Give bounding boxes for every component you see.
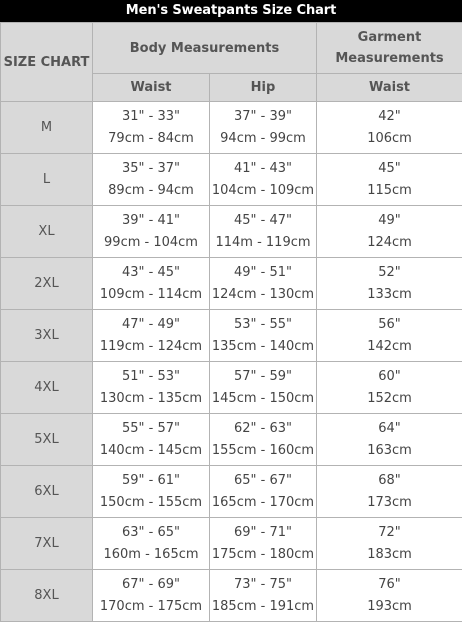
hip-cell-cm: 165cm - 170cm	[211, 494, 315, 510]
garment-waist-cell-inches: 45"	[378, 160, 401, 176]
table-row	[1, 414, 462, 466]
waist-cell	[93, 206, 210, 258]
hip-cell-inches: 69" - 71"	[234, 524, 292, 540]
waist-cell	[93, 258, 210, 310]
waist-cell	[93, 310, 210, 362]
size-label: L	[1, 154, 93, 206]
hip-cell-cm: 94cm - 99cm	[220, 130, 306, 146]
table-row	[1, 466, 462, 518]
table-row	[1, 102, 462, 154]
garment-waist-cell-cm: 183cm	[367, 546, 412, 562]
garment-waist-cell-inches: 68"	[378, 472, 401, 488]
garment-waist-cell-inches: 64"	[378, 420, 401, 436]
garment-waist-cell-cm: 193cm	[367, 598, 412, 614]
waist-cell	[93, 570, 210, 622]
waist-cell	[93, 102, 210, 154]
garment-waist-cell-inches: 42"	[378, 108, 401, 124]
hip-cell-inches: 37" - 39"	[234, 108, 292, 124]
hip-cell-cm: 114m - 119cm	[215, 234, 311, 250]
garment-waist-cell	[317, 206, 462, 258]
waist-cell-inches: 59" - 61"	[122, 472, 180, 488]
hip-cell-inches: 62" - 63"	[234, 420, 292, 436]
waist-cell-inches: 35" - 37"	[122, 160, 180, 176]
waist-cell-inches: 31" - 33"	[122, 108, 180, 124]
hip-cell	[210, 414, 317, 466]
table-row	[1, 362, 462, 414]
size-label: 8XL	[1, 570, 93, 622]
garment-waist-cell	[317, 570, 462, 622]
chart-title: Men's Sweatpants Size Chart	[0, 0, 462, 22]
table-row	[1, 206, 462, 258]
garment-waist-cell-cm: 115cm	[367, 182, 412, 198]
garment-waist-cell-cm: 106cm	[367, 130, 412, 146]
garment-header-line1: Garment	[357, 30, 422, 45]
waist-cell	[93, 466, 210, 518]
hip-cell-inches: 57" - 59"	[234, 368, 292, 384]
hip-cell-inches: 53" - 55"	[234, 316, 292, 332]
table-row	[1, 258, 462, 310]
size-label: 5XL	[1, 414, 93, 466]
hip-cell-inches: 45" - 47"	[234, 212, 292, 228]
size-label: 2XL	[1, 258, 93, 310]
garment-waist-cell-cm: 163cm	[367, 442, 412, 458]
garment-waist-cell-inches: 56"	[378, 316, 401, 332]
waist-header: Waist	[93, 74, 210, 102]
waist-cell-cm: 119cm - 124cm	[99, 338, 203, 354]
hip-cell	[210, 206, 317, 258]
size-chart-table	[0, 22, 462, 622]
hip-cell-cm: 155cm - 160cm	[211, 442, 315, 458]
hip-cell-cm: 145cm - 150cm	[211, 390, 315, 406]
hip-cell-cm: 135cm - 140cm	[211, 338, 315, 354]
garment-waist-cell	[317, 466, 462, 518]
table-row	[1, 518, 462, 570]
garment-waist-header: Waist	[317, 74, 462, 102]
size-label: 6XL	[1, 466, 93, 518]
garment-waist-cell-inches: 60"	[378, 368, 401, 384]
waist-cell-inches: 43" - 45"	[122, 264, 180, 280]
table-row	[1, 310, 462, 362]
hip-cell	[210, 310, 317, 362]
garment-waist-cell	[317, 362, 462, 414]
garment-waist-cell-inches: 76"	[378, 576, 401, 592]
garment-waist-cell	[317, 154, 462, 206]
waist-cell-inches: 67" - 69"	[122, 576, 180, 592]
waist-cell-cm: 150cm - 155cm	[99, 494, 203, 510]
hip-cell-cm: 124cm - 130cm	[211, 286, 315, 302]
hip-cell	[210, 102, 317, 154]
hip-cell	[210, 570, 317, 622]
garment-waist-cell-cm: 142cm	[367, 338, 412, 354]
hip-cell-cm: 185cm - 191cm	[211, 598, 315, 614]
hip-cell	[210, 518, 317, 570]
garment-waist-cell-inches: 52"	[378, 264, 401, 280]
hip-cell-inches: 49" - 51"	[234, 264, 292, 280]
waist-cell-inches: 55" - 57"	[122, 420, 180, 436]
hip-cell	[210, 362, 317, 414]
garment-waist-cell-cm: 152cm	[367, 390, 412, 406]
hip-cell-inches: 73" - 75"	[234, 576, 292, 592]
hip-header: Hip	[210, 74, 317, 102]
size-label: 3XL	[1, 310, 93, 362]
waist-cell-cm: 170cm - 175cm	[99, 598, 203, 614]
garment-waist-cell	[317, 258, 462, 310]
hip-cell-cm: 104cm - 109cm	[211, 182, 315, 198]
garment-waist-cell-cm: 173cm	[367, 494, 412, 510]
waist-cell	[93, 518, 210, 570]
hip-cell	[210, 258, 317, 310]
size-label: M	[1, 102, 93, 154]
size-chart-header: SIZE CHART	[1, 23, 93, 102]
hip-cell-inches: 65" - 67"	[234, 472, 292, 488]
garment-waist-cell-inches: 49"	[378, 212, 401, 228]
waist-cell-inches: 63" - 65"	[122, 524, 180, 540]
waist-cell	[93, 362, 210, 414]
waist-cell-inches: 47" - 49"	[122, 316, 180, 332]
hip-cell-cm: 175cm - 180cm	[211, 546, 315, 562]
waist-cell-cm: 99cm - 104cm	[104, 234, 198, 250]
hip-cell-inches: 41" - 43"	[234, 160, 292, 176]
garment-waist-cell-inches: 72"	[378, 524, 401, 540]
garment-waist-cell	[317, 102, 462, 154]
garment-waist-cell-cm: 124cm	[367, 234, 412, 250]
garment-waist-cell	[317, 518, 462, 570]
waist-cell	[93, 154, 210, 206]
waist-cell	[93, 414, 210, 466]
garment-waist-cell-cm: 133cm	[367, 286, 412, 302]
waist-cell-inches: 39" - 41"	[122, 212, 180, 228]
hip-cell	[210, 154, 317, 206]
waist-cell-cm: 160m - 165cm	[103, 546, 199, 562]
waist-cell-cm: 140cm - 145cm	[99, 442, 203, 458]
waist-cell-cm: 109cm - 114cm	[99, 286, 203, 302]
size-label: 7XL	[1, 518, 93, 570]
table-row	[1, 154, 462, 206]
body-measurements-header: Body Measurements	[93, 23, 317, 74]
garment-waist-cell	[317, 310, 462, 362]
garment-measurements-header	[317, 23, 462, 74]
waist-cell-cm: 130cm - 135cm	[99, 390, 203, 406]
waist-cell-cm: 79cm - 84cm	[108, 130, 194, 146]
garment-waist-cell	[317, 414, 462, 466]
waist-cell-cm: 89cm - 94cm	[108, 182, 194, 198]
hip-cell	[210, 466, 317, 518]
table-row	[1, 570, 462, 622]
size-label: 4XL	[1, 362, 93, 414]
waist-cell-inches: 51" - 53"	[122, 368, 180, 384]
size-label: XL	[1, 206, 93, 258]
garment-header-line2: Measurements	[335, 51, 444, 66]
